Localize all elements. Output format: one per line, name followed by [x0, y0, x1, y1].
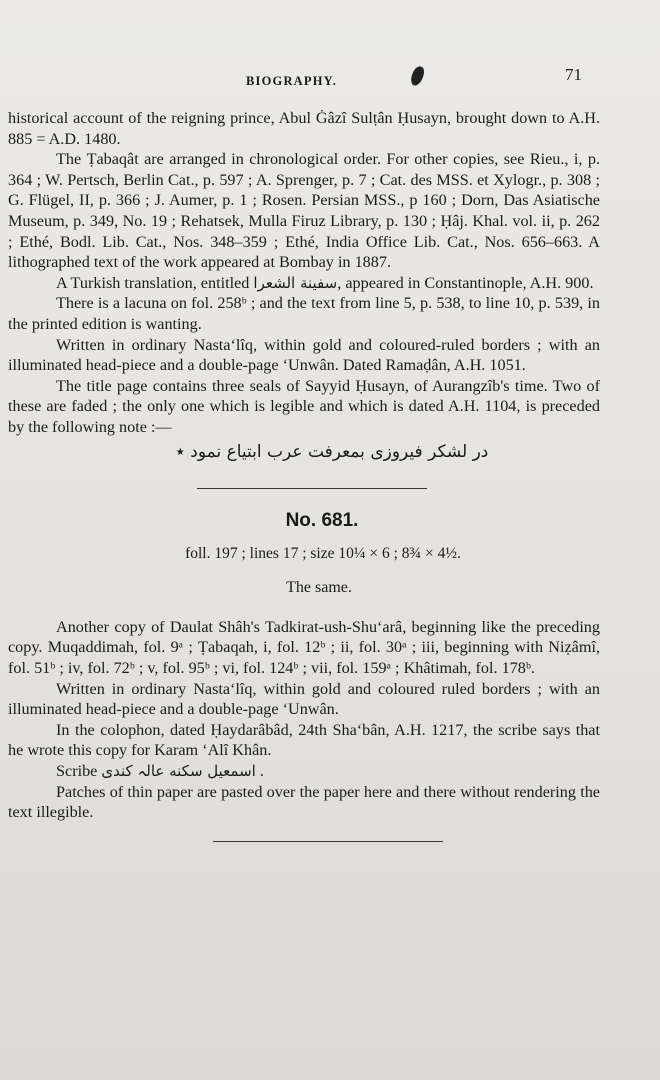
page-number: 71: [565, 65, 582, 84]
running-head: BIOGRAPHY.: [246, 74, 338, 88]
paragraph-lacuna: There is a lacuna on fol. 258ᵇ ; and the text from line 5, p. 538, to line 10, p. 539, in the printed edition is wanting.: [8, 294, 600, 333]
page-header: [0, 62, 660, 88]
entry-meta: foll. 197 ; lines 17 ; size 10¼ × 6 ; 8¾ × 4½.: [185, 544, 461, 562]
section-divider: [197, 488, 427, 489]
entry-paragraph-contents: Another copy of Daulat Shâh's Tadkirat-ush-Shuʻarâ, beginning like the preceding copy. Muqaddimah, fol. 9ᵃ ; Ṭabaqah, i, fol. 12ᵇ ; ii, fol. 30ᵃ ; iii, beginning with Niẓâmî, fol. 51ᵇ ; iv, fol. 72ᵇ ; v, fol. 95ᵇ ; vi, fol. 124ᵇ ; vii, fol. 159ᵃ ; Khâtimah, fol. 178ᵇ.: [8, 617, 600, 678]
entry-paragraph-colophon: In the colophon, dated Ḥaydarâbâd, 24th Shaʻbân, A.H. 1217, the scribe says that he wrote this copy for Karam ʻAlî Khân.: [8, 720, 600, 760]
entry-number: No. 681.: [285, 510, 359, 532]
scribe-label: Scribe: [56, 762, 98, 781]
scribe-name-arabic: اسمعیل سکنه عالہ کندی: [101, 762, 256, 781]
paragraph-continuation: historical account of the reigning prince, Abul Ġâzî Sulṭân Ḥusayn, brought down to A.H. 885 = A.D. 1480.: [8, 109, 600, 148]
ink-blot: [409, 65, 426, 87]
entry-paragraph-script: Written in ordinary Nastaʻlîq, within gold and coloured ruled borders ; with an illuminated head-piece and a double-page ʻUnwân.: [8, 679, 600, 719]
paragraph-turkish-translation: [8, 273, 600, 294]
entry-paragraph-patches: Patches of thin paper are pasted over the paper here and there without rendering the text illegible.: [8, 782, 600, 822]
paragraph-copies: The Ṭabaqât are arranged in chronological order. For other copies, see Rieu., i, p. 364 ; W. Pertsch, Berlin Cat., p. 597 ; A. Sprenger, p. 7 ; Cat. des MSS. et Xylogr., p. 308 ; G. Flügel, II, p. 366 ; J. Aumer, p. 1 ; Rosen. Persian MSS., p 160 ; Dorn, Das Asiatische Museum, p. 349, No. 19 ; Rehatsek, Mulla Firuz Library, p. 130 ; Ḥâj. Khal. vol. ii, p. 262 ; Ethé, Bodl. Lib. Cat., Nos. 348–359 ; Ethé, India Office Lib. Cat., Nos. 656–663. A lithographed text of the work appeared at Bombay in 1887.: [8, 150, 600, 272]
turkish-text-before: A Turkish translation, entitled: [56, 273, 250, 292]
turkish-text-after: , appeared in Constantinople, A.H. 900.: [337, 273, 594, 292]
bottom-divider: [213, 841, 443, 842]
persian-note: در لشکر فیروزی بمعرفت عرب ابتیاع نمود ٭: [175, 441, 489, 462]
body-text: [8, 108, 600, 842]
paragraph-seals: The title page contains three seals of Sayyid Ḥusayn, of Aurangzîb's time. Two of these are faded ; the only one which is legible and which is dated A.H. 1104, is preceded by the following note :—: [8, 376, 600, 436]
scribe-end: .: [259, 762, 264, 781]
entry-title: The same.: [286, 579, 352, 597]
turkish-title-arabic: سفينة الشعرا: [253, 273, 338, 292]
paragraph-script-description: Written in ordinary Nastaʻlîq, within gold and coloured-ruled borders ; with an illuminated head-piece and a double-page ʻUnwân. Dated Ramaḍân, A.H. 1051.: [8, 335, 600, 375]
entry-paragraph-scribe: [8, 761, 600, 782]
